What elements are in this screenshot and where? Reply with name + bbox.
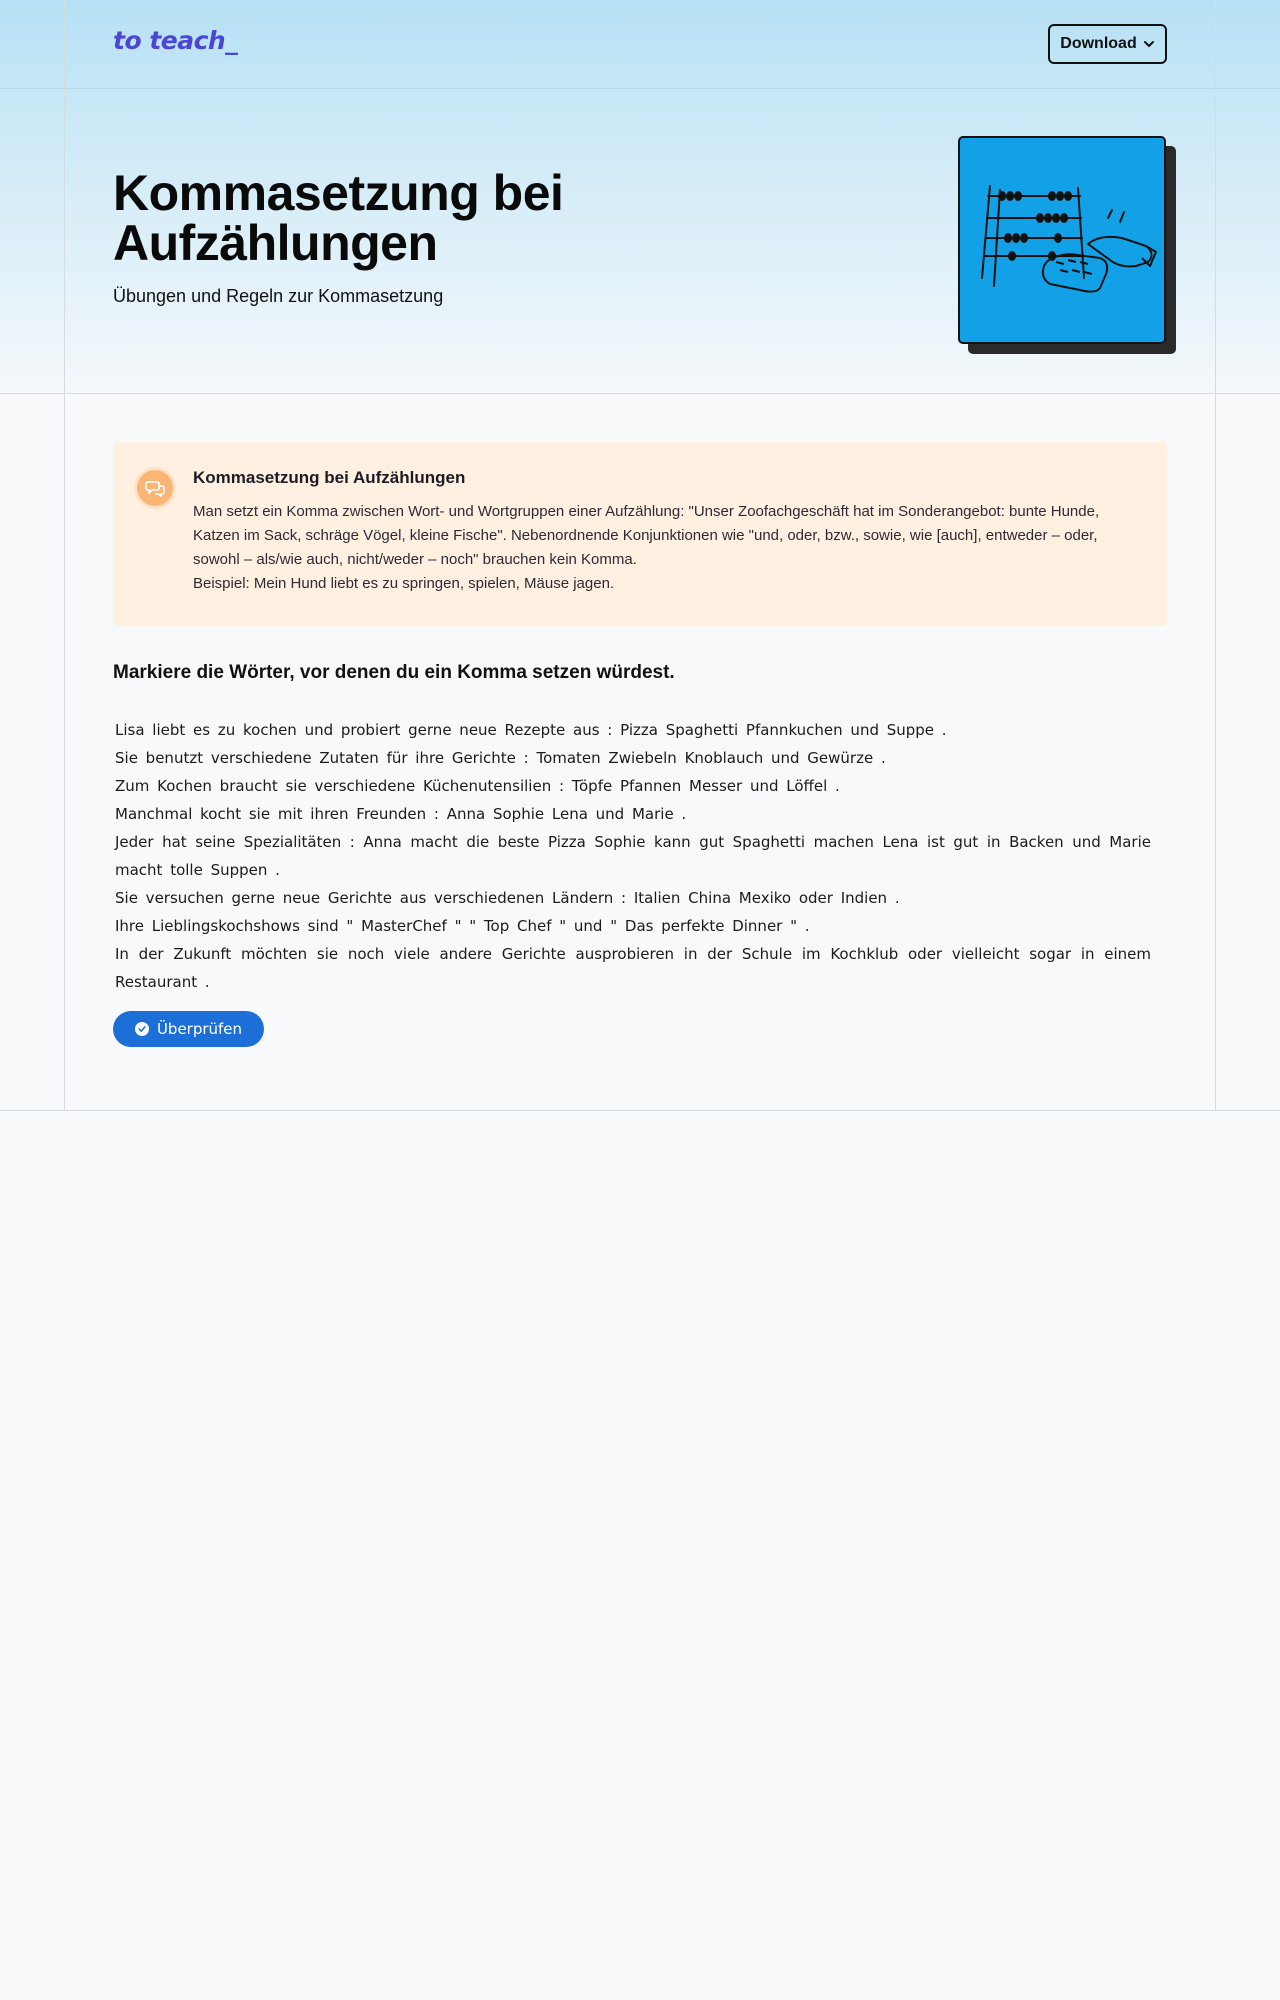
- page-subtitle: Übungen und Regeln zur Kommasetzung: [113, 286, 444, 306]
- right-guide-line: [1215, 0, 1216, 1111]
- abacus-calculator-icon: [958, 136, 1166, 344]
- exercise-sentences: [115, 716, 1151, 996]
- exercise-heading: Markiere die Wörter, vor denen du ein Komma setzen würdest.: [113, 662, 675, 683]
- content-bottom-divider: [0, 1110, 1280, 1111]
- rule-info-box: [113, 442, 1167, 626]
- exercise-sentence[interactable]: Zum Kochen braucht sie verschiedene Küchenutensilien : Töpfe Pfannen Messer und Löffel .: [115, 777, 840, 795]
- info-title: Kommasetzung bei Aufzählungen: [193, 468, 466, 487]
- exercise-sentence[interactable]: Jeder hat seine Spezialitäten : Anna macht die beste Pizza Sophie kann gut Spaghetti machen Lena ist gut in Backen und Marie macht tolle Suppen .: [115, 833, 1151, 879]
- page-title: Kommasetzung bei Aufzählungen: [113, 165, 564, 271]
- chevron-down-icon: [1143, 38, 1155, 50]
- exercise-sentence[interactable]: Ihre Lieblingskochshows sind " MasterChef " " Top Chef " und " Das perfekte Dinner " .: [115, 917, 810, 935]
- header-divider: [0, 88, 1280, 89]
- exercise-sentence[interactable]: Sie benutzt verschiedene Zutaten für ihre Gerichte : Tomaten Zwiebeln Knoblauch und Gewürze .: [115, 749, 886, 767]
- exercise-sentence[interactable]: Manchmal kocht sie mit ihren Freunden : Anna Sophie Lena und Marie .: [115, 805, 687, 823]
- check-circle-icon: [135, 1022, 149, 1036]
- logo[interactable]: to teach_: [113, 26, 238, 55]
- info-paragraph: Man setzt ein Komma zwischen Wort- und Wortgruppen einer Aufzählung: "Unser Zoofachgeschäft hat im Sonderangebot: bunte Hunde, Katzen im Sack, schräge Vögel, kleine Fische". Nebenordnende Konjunktionen wie "und, oder, bzw., sowie, wie [auch], entweder – oder, sowohl – als/wie auch, nicht/weder – noch" brauchen kein Komma.: [193, 503, 1100, 568]
- hero-illustration: [958, 136, 1168, 346]
- exercise-sentence[interactable]: Sie versuchen gerne neue Gerichte aus verschiedenen Ländern : Italien China Mexiko oder Indien .: [115, 889, 900, 907]
- exercise-sentence[interactable]: In der Zukunft möchten sie noch viele andere Gerichte ausprobieren in der Schule im Kochklub oder vielleicht sogar in einem Restaurant .: [115, 945, 1151, 991]
- chat-bubbles-icon: [137, 470, 173, 506]
- left-guide-line: [64, 0, 65, 1111]
- check-label: Überprüfen: [156, 1020, 243, 1038]
- exercise-sentence[interactable]: Lisa liebt es zu kochen und probiert gerne neue Rezepte aus : Pizza Spaghetti Pfannkuchen und Suppe .: [115, 721, 947, 739]
- info-body: [193, 500, 1143, 596]
- info-example: Beispiel: Mein Hund liebt es zu springen, spielen, Mäuse jagen.: [193, 575, 615, 592]
- check-button[interactable]: [113, 1011, 264, 1047]
- download-button[interactable]: [1048, 24, 1167, 64]
- download-label: Download: [1060, 35, 1137, 52]
